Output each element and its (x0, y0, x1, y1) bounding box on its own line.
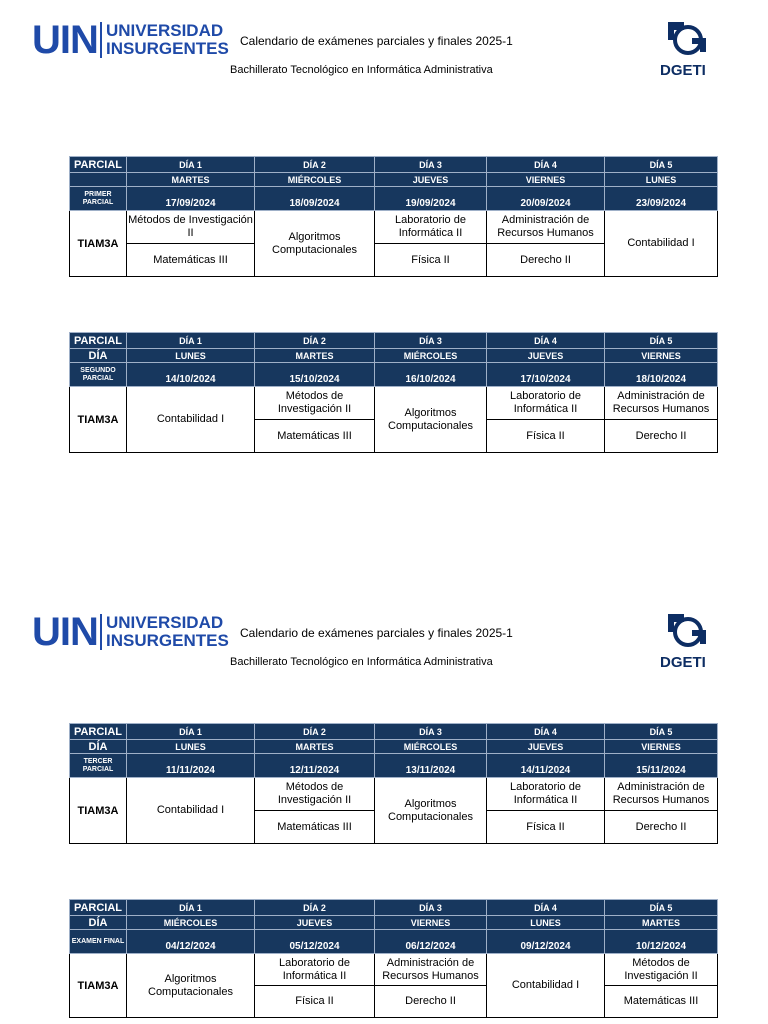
date-cell: 06/12/2024 (375, 930, 487, 954)
header-cell: DÍA (70, 349, 127, 363)
group-cell: TIAM3A (70, 778, 127, 844)
header-cell: DÍA 5 (605, 900, 718, 916)
header-cell: PARCIAL (70, 333, 127, 349)
date-cell: 16/10/2024 (375, 363, 487, 387)
weekday-cell: VIERNES (487, 173, 605, 187)
subject-cell: Física II (375, 244, 487, 277)
header-cell: DÍA 1 (127, 333, 255, 349)
header-cell: DÍA 3 (375, 900, 487, 916)
date-cell: 15/10/2024 (255, 363, 375, 387)
header-cell: PARCIAL (70, 900, 127, 916)
date-cell: 18/09/2024 (255, 187, 375, 211)
subject-cell: Matemáticas III (255, 811, 375, 844)
header-cell: DÍA 3 (375, 724, 487, 740)
subject-cell: Contabilidad I (127, 387, 255, 453)
date-cell: 04/12/2024 (127, 930, 255, 954)
exam-schedule-table-3 (69, 723, 718, 844)
subject-cell: Matemáticas III (255, 420, 375, 453)
subject-cell: Derecho II (605, 811, 718, 844)
date-cell: 19/09/2024 (375, 187, 487, 211)
exam-period-label: TERCER PARCIAL (70, 754, 127, 778)
universidad-insurgentes-logo: UIN UNIVERSIDAD INSURGENTES (32, 610, 229, 654)
document-title: Calendario de exámenes parciales y finales 2025-1 (240, 626, 513, 640)
header-cell: DÍA (70, 916, 127, 930)
header-cell: DÍA 3 (375, 157, 487, 173)
subject-cell: Contabilidad I (127, 778, 255, 844)
header-cell: DÍA 1 (127, 157, 255, 173)
exam-period-label: SEGUNDO PARCIAL (70, 363, 127, 387)
document-subtitle: Bachillerato Tecnológico en Informática Administrativa (230, 656, 493, 668)
date-cell: 23/09/2024 (605, 187, 718, 211)
subject-cell: Administración de Recursos Humanos (605, 387, 718, 420)
header-cell: PARCIAL (70, 724, 127, 740)
header-cell: DÍA 1 (127, 724, 255, 740)
subject-cell: Laboratorio de Informática II (255, 954, 375, 986)
subject-cell: Algoritmos Computacionales (127, 954, 255, 1018)
subject-cell: Laboratorio de Informática II (487, 778, 605, 811)
weekday-cell: MIÉRCOLES (375, 349, 487, 363)
header-cell: DÍA 5 (605, 333, 718, 349)
header-cell: DÍA 3 (375, 333, 487, 349)
date-cell: 18/10/2024 (605, 363, 718, 387)
date-cell: 17/09/2024 (127, 187, 255, 211)
weekday-cell: JUEVES (255, 916, 375, 930)
subject-cell: Matemáticas III (605, 986, 718, 1018)
dgeti-logo: DGETI (656, 610, 718, 672)
date-cell: 09/12/2024 (487, 930, 605, 954)
exam-period-label: EXAMEN FINAL (70, 930, 127, 954)
subject-cell: Contabilidad I (487, 954, 605, 1018)
date-cell: 10/12/2024 (605, 930, 718, 954)
subject-cell: Métodos de Investigación II (255, 387, 375, 420)
header-cell (70, 173, 127, 187)
subject-cell: Derecho II (375, 986, 487, 1018)
exam-period-label: PRIMER PARCIAL (70, 187, 127, 211)
header-cell: DÍA 4 (487, 333, 605, 349)
header-cell: DÍA 2 (255, 157, 375, 173)
weekday-cell: LUNES (127, 740, 255, 754)
weekday-cell: MIÉRCOLES (127, 916, 255, 930)
weekday-cell: MIÉRCOLES (255, 173, 375, 187)
subject-cell: Métodos de Investigación II (605, 954, 718, 986)
weekday-cell: MIÉRCOLES (375, 740, 487, 754)
header-cell: DÍA 5 (605, 724, 718, 740)
date-cell: 15/11/2024 (605, 754, 718, 778)
header-cell: DÍA 4 (487, 900, 605, 916)
date-cell: 11/11/2024 (127, 754, 255, 778)
header-cell: DÍA 1 (127, 900, 255, 916)
subject-cell: Algoritmos Computacionales (375, 387, 487, 453)
subject-cell: Administración de Recursos Humanos (375, 954, 487, 986)
universidad-insurgentes-logo: UIN UNIVERSIDAD INSURGENTES (32, 18, 229, 62)
subject-cell: Contabilidad I (605, 211, 718, 277)
weekday-cell: MARTES (255, 349, 375, 363)
exam-schedule-table-2 (69, 332, 718, 453)
group-cell: TIAM3A (70, 954, 127, 1018)
header-cell: DÍA 5 (605, 157, 718, 173)
weekday-cell: JUEVES (375, 173, 487, 187)
dgeti-logo: DGETI (656, 18, 718, 80)
subject-cell: Derecho II (487, 244, 605, 277)
header-cell: DÍA 4 (487, 157, 605, 173)
exam-schedule-table-4 (69, 899, 718, 1018)
group-cell: TIAM3A (70, 387, 127, 453)
weekday-cell: VIERNES (605, 740, 718, 754)
exam-schedule-table-1 (69, 156, 718, 277)
header-cell: DÍA 2 (255, 900, 375, 916)
document-title: Calendario de exámenes parciales y finales 2025-1 (240, 34, 513, 48)
subject-cell: Física II (487, 811, 605, 844)
header-cell: DÍA 4 (487, 724, 605, 740)
header-cell: DÍA (70, 740, 127, 754)
subject-cell: Métodos de Investigación II (255, 778, 375, 811)
date-cell: 12/11/2024 (255, 754, 375, 778)
date-cell: 20/09/2024 (487, 187, 605, 211)
subject-cell: Algoritmos Computacionales (255, 211, 375, 277)
subject-cell: Administración de Recursos Humanos (605, 778, 718, 811)
date-cell: 13/11/2024 (375, 754, 487, 778)
date-cell: 14/10/2024 (127, 363, 255, 387)
page-header-1 (0, 18, 768, 88)
date-cell: 05/12/2024 (255, 930, 375, 954)
header-cell: PARCIAL (70, 157, 127, 173)
weekday-cell: JUEVES (487, 349, 605, 363)
weekday-cell: MARTES (127, 173, 255, 187)
weekday-cell: LUNES (127, 349, 255, 363)
group-cell: TIAM3A (70, 211, 127, 277)
subject-cell: Física II (255, 986, 375, 1018)
date-cell: 14/11/2024 (487, 754, 605, 778)
subject-cell: Laboratorio de Informática II (375, 211, 487, 244)
weekday-cell: MARTES (255, 740, 375, 754)
subject-cell: Laboratorio de Informática II (487, 387, 605, 420)
weekday-cell: MARTES (605, 916, 718, 930)
subject-cell: Métodos de Investigación II (127, 211, 255, 244)
date-cell: 17/10/2024 (487, 363, 605, 387)
subject-cell: Matemáticas III (127, 244, 255, 277)
weekday-cell: LUNES (487, 916, 605, 930)
subject-cell: Derecho II (605, 420, 718, 453)
weekday-cell: JUEVES (487, 740, 605, 754)
weekday-cell: VIERNES (375, 916, 487, 930)
weekday-cell: VIERNES (605, 349, 718, 363)
header-cell: DÍA 2 (255, 724, 375, 740)
subject-cell: Física II (487, 420, 605, 453)
subject-cell: Administración de Recursos Humanos (487, 211, 605, 244)
subject-cell: Algoritmos Computacionales (375, 778, 487, 844)
weekday-cell: LUNES (605, 173, 718, 187)
document-subtitle: Bachillerato Tecnológico en Informática Administrativa (230, 64, 493, 76)
header-cell: DÍA 2 (255, 333, 375, 349)
page-header-2 (0, 610, 768, 680)
